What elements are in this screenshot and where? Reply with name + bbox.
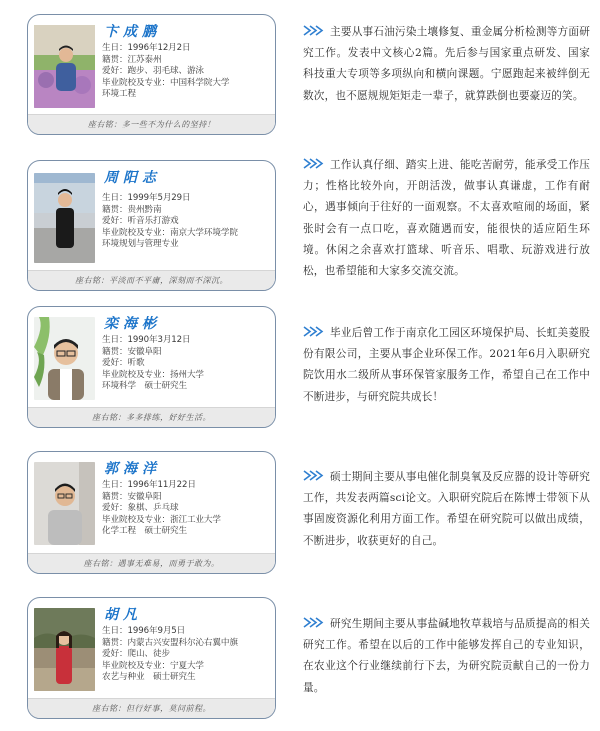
hobbies: 爱好：象棋、乒乓球 [102, 503, 179, 514]
double-chevron-icon [303, 326, 325, 337]
hobbies: 爱好：爬山、徒步 [102, 649, 170, 660]
motto-bar: 座右铭：平淡而不平庸，深刻而不深沉。 [28, 270, 275, 290]
bio-paragraph [303, 155, 590, 282]
school: 毕业院校及专业：中国科学院大学 [102, 77, 230, 88]
profile-photo [34, 25, 95, 108]
profile-card [27, 160, 276, 291]
birthday: 生日：1996年9月5日 [102, 626, 186, 636]
motto-bar: 座右铭：遇事无难易，而勇于敢为。 [28, 553, 275, 573]
double-chevron-icon [303, 470, 325, 481]
profile-card [27, 451, 276, 574]
double-chevron-icon [303, 25, 325, 36]
profile-photo [34, 317, 95, 400]
bio-text: 工作认真仔细、踏实上进、能吃苦耐劳，能承受工作压力；性格比较外向，开朗活泼，做事认真谦虚，工作有耐心，遇事倾向于往好的一面观察。不太喜欢喧闹的场面，紧张时会有一点口吃，喜欢随遇而安，能很快的适应陌生环境。休闲之余喜欢打篮球、听音乐、唱歌、玩游戏进行放松，也希望能和大家多交流交流。 [303, 159, 590, 278]
personal-info [102, 480, 274, 538]
birthday: 生日：1996年11月22日 [102, 480, 196, 490]
school: 毕业院校及专业：浙江工业大学 [102, 514, 221, 525]
personal-info [102, 43, 274, 101]
major: 环境科学 硕士研究生 [102, 381, 187, 392]
personal-info [102, 626, 274, 684]
bio-paragraph [303, 467, 590, 552]
school: 毕业院校及专业：南京大学环境学院 [102, 227, 238, 238]
profile-card [27, 306, 276, 428]
person-name: 周阳志 [104, 170, 161, 186]
major: 环境规划与管理专业 [102, 239, 179, 250]
double-chevron-icon [303, 158, 325, 169]
major: 化学工程 硕士研究生 [102, 526, 187, 537]
bio-paragraph [303, 323, 590, 408]
birthday: 生日：1996年12月2日 [102, 43, 191, 53]
personal-info [102, 193, 274, 251]
hobbies: 爱好：听音乐打游戏 [102, 216, 179, 227]
personal-info [102, 335, 274, 393]
school: 毕业院校及专业：扬州大学 [102, 369, 204, 380]
birthday: 生日：1999年5月29日 [102, 193, 191, 203]
person-name: 栾海彬 [104, 316, 161, 332]
motto-bar: 座右铭：但行好事，莫问前程。 [28, 698, 275, 718]
hometown: 籍贯：江苏泰州 [102, 54, 162, 65]
profile-card [27, 14, 276, 135]
hometown: 籍贯：安徽阜阳 [102, 346, 162, 357]
bio-text: 研究生期间主要从事盐碱地牧草栽培与品质提高的相关研究工作。希望在以后的工作中能够发挥自己的专业知识，在农业这个行业继续前行下去，为研究院贡献自己的一份力量。 [303, 618, 590, 694]
hometown: 籍贯：贵州黔南 [102, 204, 162, 215]
motto-bar: 座右铭：多一些不为什么的坚持！ [28, 114, 275, 134]
major: 环境工程 [102, 89, 136, 100]
person-name: 胡凡 [104, 607, 142, 623]
profile-card [27, 597, 276, 719]
person-name: 郭海洋 [104, 461, 161, 477]
bio-paragraph [303, 22, 590, 107]
motto-bar: 座右铭：多多排练，好好生活。 [28, 407, 275, 427]
hometown: 籍贯：安徽阜阳 [102, 491, 162, 502]
double-chevron-icon [303, 617, 325, 628]
hometown: 籍贯：内蒙古兴安盟科尔沁右翼中旗 [102, 637, 238, 648]
bio-text: 毕业后曾工作于南京化工园区环境保护局、长虹美菱股份有限公司，主要从事企业环保工作。2021年6月入职研究院饮用水二级所从事环保管家服务工作，希望自己在工作中不断进步，与研究院共成长！ [303, 327, 590, 403]
major: 农艺与种业 硕士研究生 [102, 672, 196, 683]
bio-paragraph [303, 614, 590, 699]
bio-text: 主要从事石油污染土壤修复、重金属分析检测等方面研究工作。发表中文核心2篇。先后参与国家重点研发、国家科技重大专项等多项纵向和横向课题。宁愿跑起来被绊倒无数次，也不愿规规矩矩走一辈子，就算跌倒也要豪迈的笑。 [303, 26, 590, 102]
bio-text: 硕士期间主要从事电催化制臭氧及反应器的设计等研究工作，共发表两篇sci论文。入职研究院后在陈博士带领下从事固废资源化利用方面工作。希望在研究院可以做出成绩，不断进步，收获更好的自己。 [303, 471, 590, 547]
profile-photo [34, 173, 95, 263]
birthday: 生日：1990年3月12日 [102, 335, 191, 345]
person-name: 卞成鹏 [104, 24, 161, 40]
profile-photo [34, 608, 95, 691]
hobbies: 爱好：听歌 [102, 358, 145, 369]
profile-photo [34, 462, 95, 545]
school: 毕业院校及专业：宁夏大学 [102, 660, 204, 671]
hobbies: 爱好：跑步、羽毛球、游泳 [102, 66, 204, 77]
